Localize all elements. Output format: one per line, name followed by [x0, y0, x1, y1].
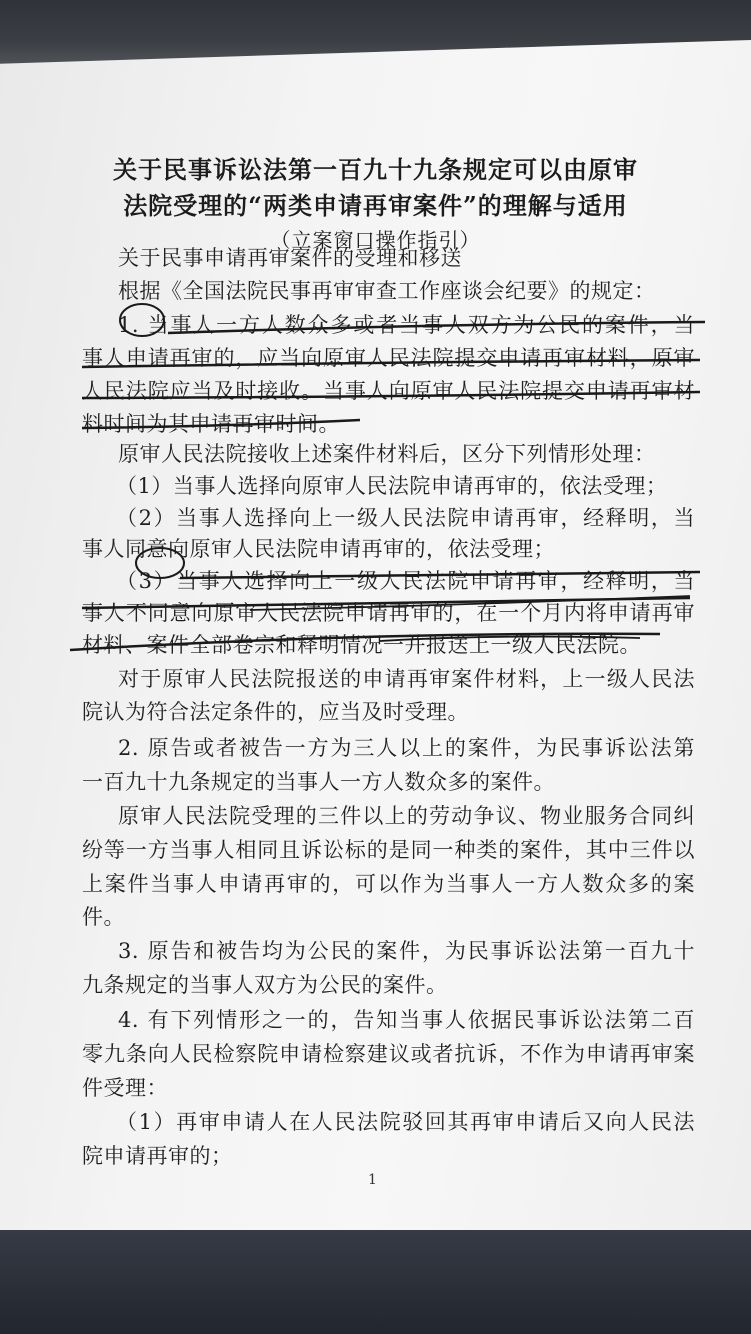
text-line: 3. 原告和被告均为公民的案件，为民事诉讼法第一百九十 [118, 939, 695, 963]
text-line: 纷等一方当事人相同且诉讼标的是同一种类的案件，其中三件以 [82, 838, 695, 862]
text-line: 对于原审人民法院报送的申请再审案件材料，上一级人民法 [118, 667, 695, 691]
text-line: （3）当事人选择向上一级人民法院申请再审，经释明，当 [116, 569, 695, 593]
text-line: 事人不同意向原审人民法院申请再审的，在一个月内将申请再审 [82, 601, 695, 625]
text-line: 4. 有下列情形之一的，告知当事人依据民事诉讼法第二百 [118, 1008, 695, 1032]
text-line: 件受理： [82, 1076, 168, 1100]
document-title-line-1: 关于民事诉讼法第一百九十九条规定可以由原审 [113, 155, 638, 184]
document-title-line-2: 法院受理的“两类申请再审案件”的理解与适用 [123, 191, 628, 220]
text-line: 院认为符合法定条件的，应当及时受理。 [82, 700, 469, 724]
text-line: 原审人民法院接收上述案件材料后，区分下列情形处理： [118, 442, 656, 466]
text-line: 人民法院应当及时接收。当事人向原审人民法院提交申请再审材 [82, 379, 695, 403]
text-line: 1. 当事人一方人数众多或者当事人双方为公民的案件，当 [118, 313, 695, 337]
section-heading: 关于民事申请再审案件的受理和移送 [118, 246, 462, 270]
text-line: 零九条向人民检察院申请检察建议或者抗诉，不作为申请再审案 [82, 1042, 695, 1066]
text-line: 九条规定的当事人双方为公民的案件。 [82, 973, 448, 997]
document-subtitle: （立案窗口操作指引） [270, 228, 481, 252]
text-line: （1）当事人选择向原审人民法院申请再审的，依法受理； [116, 474, 668, 498]
text-line: 上案件当事人申请再审的，可以作为当事人一方人数众多的案 [82, 872, 695, 896]
text-line: （2）当事人选择向上一级人民法院申请再审，经释明，当 [116, 506, 695, 530]
text-line: （1）再审申请人在人民法院驳回其再审申请后又向人民法 [116, 1110, 695, 1134]
text-line: 材料、案件全部卷宗和释明情况一并报送上一级人民法院。 [82, 633, 641, 657]
text-line: 2. 原告或者被告一方为三人以上的案件，为民事诉讼法第 [118, 736, 695, 760]
text-line: 事人同意向原审人民法院申请再审的，依法受理； [82, 537, 555, 561]
text-line: 料时间为其申请再审时间。 [82, 412, 340, 436]
text-line: 院申请再审的； [82, 1144, 233, 1168]
page-number: 1 [368, 1172, 377, 1188]
text-line: 原审人民法院受理的三件以上的劳动争议、物业服务合同纠 [118, 804, 695, 828]
text-line: 一百九十九条规定的当事人一方人数众多的案件。 [82, 770, 555, 794]
text-line: 件。 [82, 905, 125, 929]
text-line: 根据《全国法院民事再审审查工作座谈会纪要》的规定： [118, 279, 656, 303]
text-line: 事人申请再审的，应当向原审人民法院提交申请再审材料，原审 [82, 346, 695, 370]
